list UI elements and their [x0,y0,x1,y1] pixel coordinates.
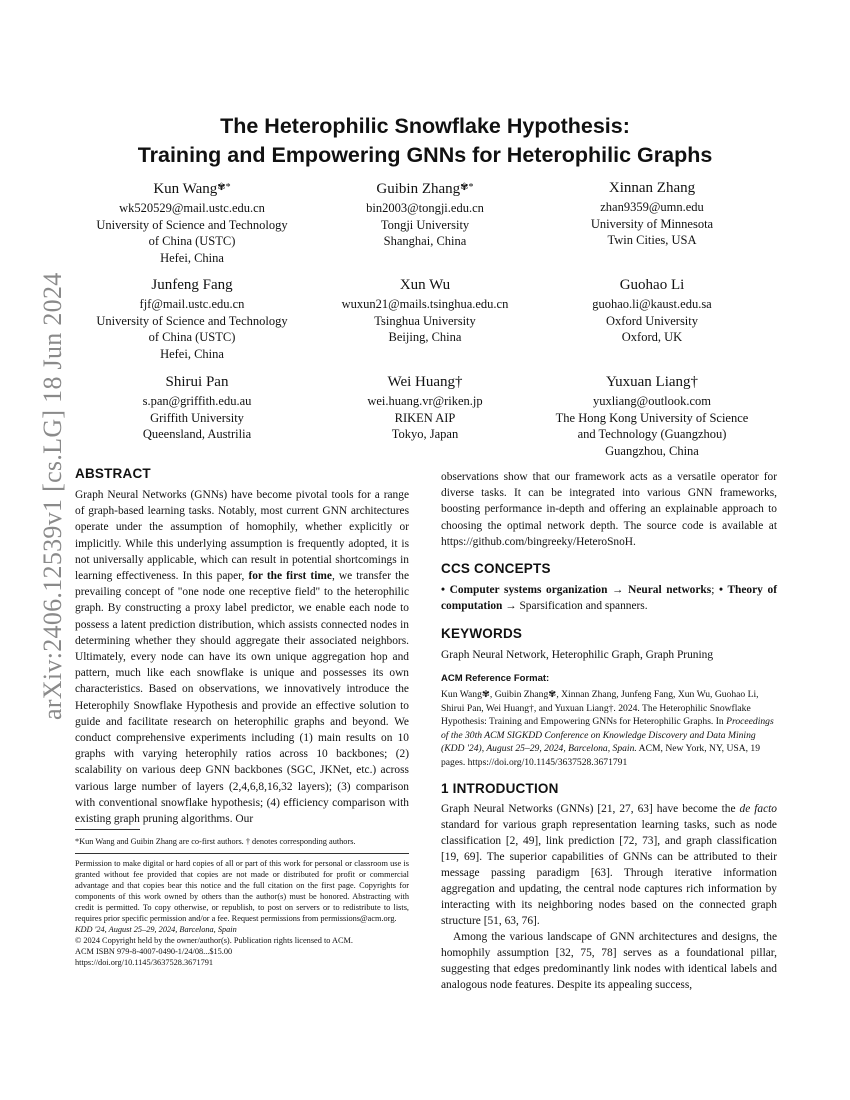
author-name: Guibin Zhang✾* [376,181,474,197]
abstract-paragraph: Graph Neural Networks (GNNs) have become pivotal tools for a range of graph-based learning tasks. Notably, most current GNN architectures operate under the assumption of homophily, whether explicitly or implicitly. While this underlying assumption is frequently adopted, it is not universally applicable, which can result in potential shortcomings in learning effectiveness. In this paper, for the first time, we transfer the prevailing concept of "one node one receptive field" to the heterophilic graph. By constructing a proxy label predictor, we enable each node to possess a latent prediction distribution, which assists connected nodes in determining whether they should aggregate their associated neighbors. Ultimately, every node can have its own unique aggregation hop and pattern, much like each snowflake is unique and possesses its own characteristics. Based on observations, we innovatively introduce the Heterophily Snowflake Hypothesis and provide an effective solution to guide and facilitate research on heterophilic graphs and beyond. We conduct comprehensive experiments including (1) main results on 10 graphs with varying heterophily ratios across 10 backbones; (2) scalability on various deep GNN backbones (SGC, JKNet, etc.) across various large number of layers (2,4,6,8,16,32 layers); (3) comparison with conventional snowflake hypothesis; (4) efficiency comparison with existing graph pruning algorithms. Our [75,489,409,826]
author-block [532,178,772,249]
author-name: Shirui Pan [165,374,229,390]
doi-line: https://doi.org/10.1145/3637528.3671791 [75,958,214,967]
isbn-line: ACM ISBN 979-8-4007-0490-1/24/08...$15.00 [75,947,233,956]
author-location: Tokyo, Japan [391,427,459,441]
author-affiliation: University of Science and Technology [96,313,288,328]
author-name: Wei Huang† [387,374,463,390]
arxiv-identifier: arXiv:2406.12539v1 [cs.LG] 18 Jun 2024 [38,272,67,720]
paper-title [75,112,775,170]
author-location: Oxford, UK [621,330,683,344]
author-name: Junfeng Fang [151,277,233,293]
keywords-text: Graph Neural Network, Heterophilic Graph, Graph Pruning [441,649,714,661]
author-mark: ✾* [460,182,474,193]
author-affiliation: University of Minnesota [590,216,714,231]
author-email: yuxliang@outlook.com [592,394,712,408]
copyright-line: © 2024 Copyright held by the owner/author(s). Publication rights licensed to ACM. [75,936,353,945]
author-name: Xun Wu [399,277,451,293]
introduction-section [441,781,777,993]
author-email: wei.huang.vr@riken.jp [367,394,483,408]
title-line-1: The Heterophilic Snowflake Hypothesis: [220,114,630,138]
author-affiliation: Tongji University [380,217,470,232]
author-block [532,275,772,346]
author-block [305,275,545,346]
author-location: Beijing, China [388,330,462,344]
author-block [72,275,312,362]
author-block [532,372,772,459]
author-affiliation: University of Science and Technology [96,217,288,232]
footnote-rule [75,829,140,830]
abstract-section [75,466,409,827]
author-affiliation: The Hong Kong University of Science [555,410,749,425]
ccs-section [441,561,777,614]
abstract-paragraph-continued: observations show that our framework acts as a versatile operator for diverse tasks. It can be integrated into various GNN frameworks, boosting performance in-depth and offering an explainable approach to choosing the optimal network depth. The source code is available at https://github.com/bingreeky/HeteroSnoH. [441,471,777,548]
keywords-section [441,626,777,663]
author-affiliation: and Technology (Guangzhou) [577,427,727,441]
author-email: zhan9359@umn.edu [600,200,704,214]
author-location: Shanghai, China [383,234,467,248]
author-block [305,178,545,250]
author-email: fjf@mail.ustc.edu.cn [139,297,245,311]
author-affiliation: Tsinghua University [374,313,476,328]
author-email: bin2003@tongji.edu.cn [366,201,484,215]
author-block [77,372,317,443]
author-affiliation: Oxford University [606,313,698,328]
conference-line: KDD '24, August 25–29, 2024, Barcelona, Spain [75,925,237,934]
author-location: Guangzhou, China [605,443,699,458]
acm-reference-text: Kun Wang✾, Guibin Zhang✾, Xinnan Zhang, Junfeng Fang, Xun Wu, Guohao Li, Shirui Pan, Wei Huang†, and Yuxuan Liang†. 2024. The Heterophilic Snowflake Hypothesis: Training and Empowering GNNs for Heterophilic Graphs. In Proceedings of the 30th ACM SIGKDD Conference on Knowledge Discovery and Data Mining (KDD '24), August 25–29, 2024, Barcelona, Spain. ACM, New York, NY, USA, 19 pages. https://doi.org/10.1145/3637528.3671791 [441,689,774,768]
author-location: Hefei, China [160,346,224,361]
emphasis-text: for the first time [248,570,332,583]
author-mark: ✾* [217,182,231,193]
author-email: wuxun21@mails.tsinghua.edu.cn [341,297,509,311]
abstract-continued [441,469,777,550]
acm-reference-heading: ACM Reference Format: [441,673,550,684]
introduction-paragraph: Among the various landscape of GNN architectures and designs, the homophily assumption [32, 75, 78] serves as a foundational pillar, suggesting that edges predominantly link nodes with identical labels and analogous node features. Despite its appealing success, [441,931,777,991]
author-name: Yuxuan Liang† [605,374,699,390]
introduction-heading: 1 INTRODUCTION [441,781,559,796]
author-name: Xinnan Zhang [608,180,696,196]
permission-notice: Permission to make digital or hard copies of all or part of this work for personal or classroom use is granted without fee provided that copies are not made or distributed for profit or commercial advantage and that copies bear this notice and the full citation on the first page. Copyrights for components of this work owned by others than the author(s) must be honored. Abstracting with credit is permitted. To copy otherwise, or republish, to post on servers or to redistribute to lists, requires prior specific permission and/or a fee. Request permissions from permissions@acm.org. [75,859,409,923]
author-email: wk520529@mail.ustc.edu.cn [119,201,265,215]
author-affiliation: Griffith University [150,410,244,425]
author-location: Queensland, Austrilia [142,427,252,441]
author-block [72,178,312,266]
title-line-2: Training and Empowering GNNs for Heterophilic Graphs [137,143,713,167]
abstract-heading: ABSTRACT [75,466,151,481]
ccs-heading: CCS CONCEPTS [441,561,551,576]
footnote: *Kun Wang and Guibin Zhang are co-first authors. † denotes corresponding authors. [75,837,356,846]
author-affiliation: of China (USTC) [148,330,236,344]
introduction-paragraph: Graph Neural Networks (GNNs) [21, 27, 63] have become the de facto standard for various graph representation learning tasks, such as node classification [2, 49], link prediction [72, 73], and graph classification [19, 69]. The superior capabilities of GNNs can be attributed to their message passing paradigm [63]. Through iterative information aggregation and updating, the central node captures rich information by interacting with its neighboring nodes based on the connected graph structure [51, 63, 76]. [441,803,778,927]
author-email: s.pan@griffith.edu.au [142,394,252,408]
author-affiliation: RIKEN AIP [394,410,456,425]
ccs-concepts: • Computer systems organization → Neural networks; • Theory of computation → Sparsification and spanners. [441,584,778,612]
acm-reference-section [441,671,777,769]
author-location: Twin Cities, USA [607,233,697,247]
author-location: Hefei, China [160,250,224,265]
author-name: Kun Wang✾* [153,181,231,197]
author-name: Guohao Li [619,277,685,293]
arxiv-side-stamp [18,272,67,720]
permission-rule [75,853,409,854]
keywords-heading: KEYWORDS [441,626,523,641]
author-affiliation: of China (USTC) [148,234,236,248]
author-email: guohao.li@kaust.edu.sa [592,297,712,311]
permission-block [75,858,409,968]
author-block [305,372,545,443]
